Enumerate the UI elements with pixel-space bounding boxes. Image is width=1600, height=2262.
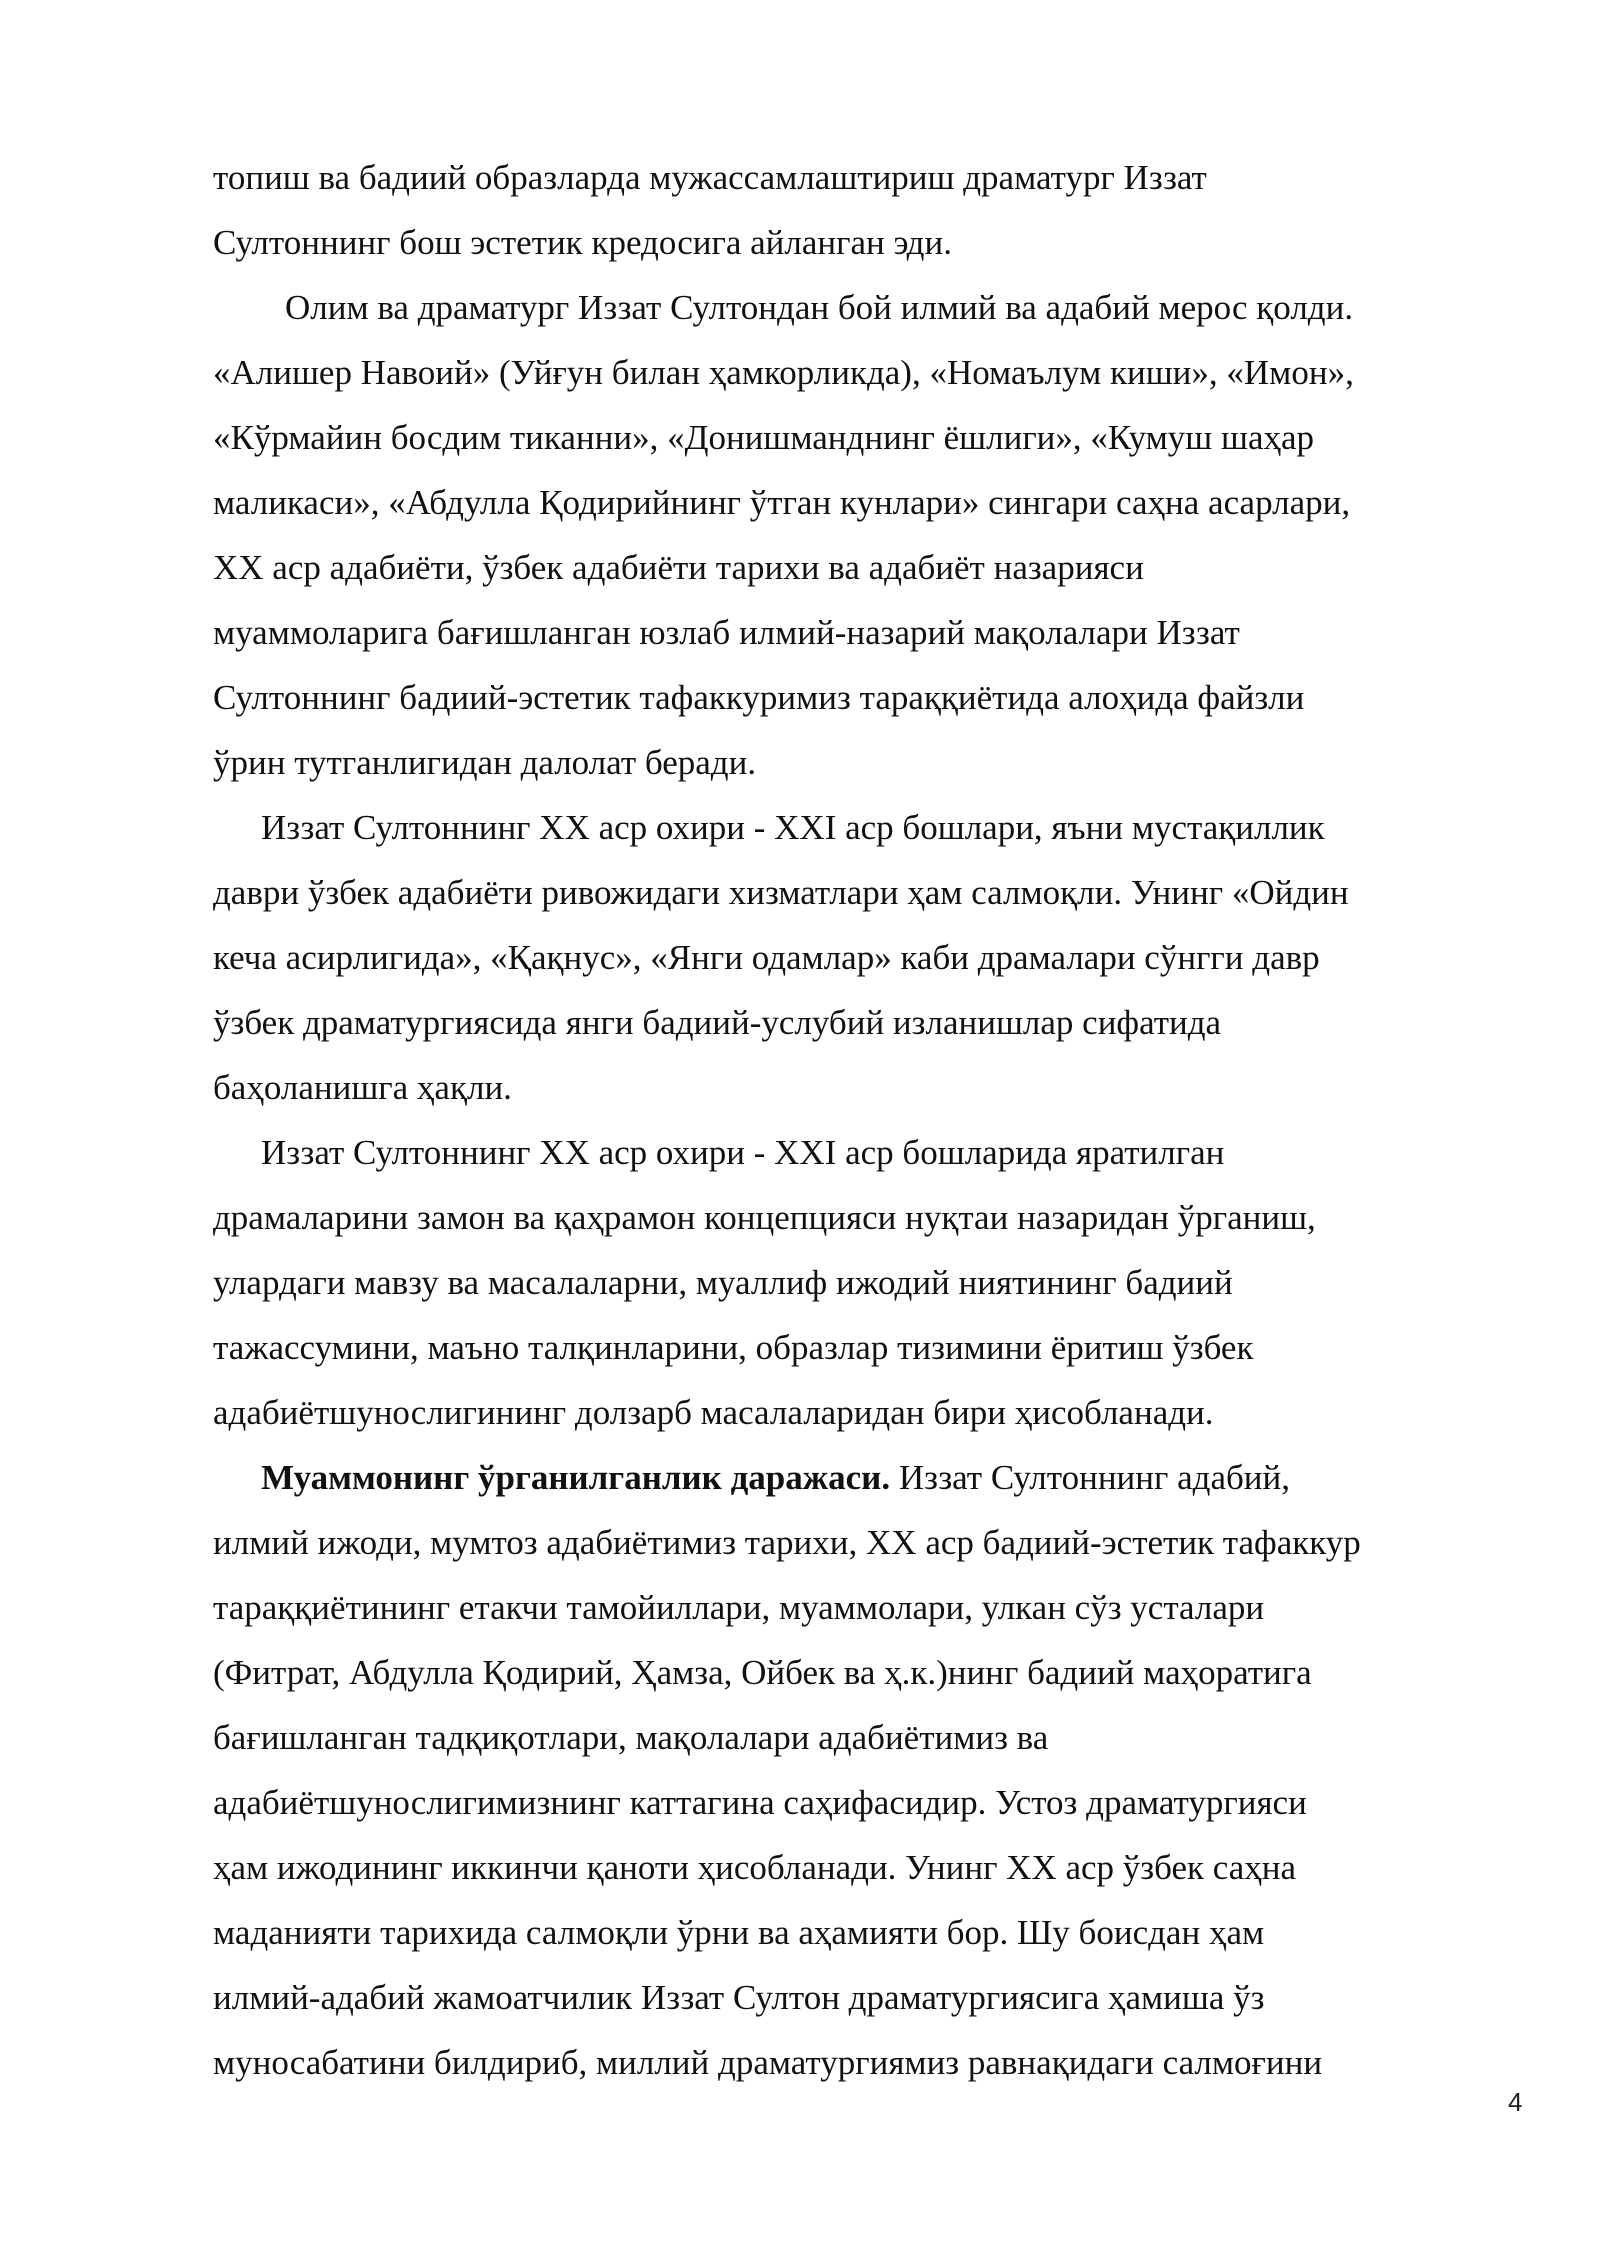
- text-line: улардаги мавзу ва масалаларни, муаллиф ижодий ниятининг бадиий: [213, 1263, 1233, 1302]
- text-line: Султоннинг бадиий-эстетик тафаккуримиз тараққиётида алоҳида файзли: [213, 678, 1305, 717]
- document-body: [213, 145, 1513, 2095]
- text-line: «Кўрмайин босдим тиканни», «Донишманднинг ёшлиги», «Кумуш шаҳар: [213, 418, 1315, 457]
- paragraph-5: [213, 1445, 1513, 2095]
- text-line: бағишланган тадқиқотлари, мақолалари адабиётимиз ва: [213, 1718, 1049, 1757]
- text-line: ўрин тутганлигидан далолат беради.: [213, 743, 757, 782]
- text-line: тараққиётининг етакчи тамойиллари, муаммолари, улкан сўз усталари: [213, 1588, 1265, 1627]
- text-line: Иззат Султоннинг XX аср охири - XXI аср бошлари, яъни мустақиллик: [261, 808, 1325, 847]
- text-line: муносабатини билдириб, миллий драматургиямиз равнақидаги салмоғини: [213, 2043, 1323, 2082]
- text-line: XX аср адабиёти, ўзбек адабиёти тарихи ва адабиёт назарияси: [213, 548, 1144, 587]
- text-line: тажассумини, маъно талқинларини, образлар тизимини ёритиш ўзбек: [213, 1328, 1254, 1367]
- text-line: «Алишер Навоий» (Уйғун билан ҳамкорликда), «Номаълум киши», «Имон»,: [213, 353, 1354, 392]
- paragraph-4: [213, 1120, 1513, 1445]
- text-line: [213, 1445, 1513, 1510]
- paragraph-2: [213, 275, 1513, 795]
- text-line: баҳоланишга ҳақли.: [213, 1068, 512, 1107]
- text-line: маданияти тарихида салмоқли ўрни ва аҳамияти бор. Шу боисдан ҳам: [213, 1913, 1265, 1952]
- text-line: Иззат Султоннинг XX аср охири - XXI аср бошларида яратилган: [261, 1133, 1225, 1172]
- text-line: Султоннинг бош эстетик кредосига айланган эди.: [213, 223, 952, 262]
- page-number: 4: [1508, 2087, 1523, 2117]
- text-line: кеча асирлигида», «Қақнус», «Янги одамлар» каби драмалари сўнгги давр: [213, 938, 1320, 977]
- text-line: адабиётшунослигимизнинг каттагина саҳифасидир. Устоз драматургияси: [213, 1783, 1307, 1822]
- text-line: ўзбек драматургиясида янги бадиий-услубий изланишлар сифатида: [213, 1003, 1222, 1042]
- text-line: топиш ва бадиий образларда мужассамлаштириш драматург Иззат: [213, 158, 1207, 197]
- text-line: (Фитрат, Абдулла Қодирий, Ҳамза, Ойбек ва ҳ.к.)нинг бадиий маҳоратига: [213, 1653, 1312, 1692]
- section-lead-heading: Муаммонинг ўрганилганлик даражаси.: [261, 1458, 891, 1497]
- text-line: драмаларини замон ва қаҳрамон концепцияси нуқтаи назаридан ўрганиш,: [213, 1198, 1316, 1237]
- paragraph-1: [213, 145, 1513, 275]
- text-run: Иззат Султоннинг адабий,: [890, 1458, 1291, 1497]
- paragraph-3: [213, 795, 1513, 1120]
- text-line: муаммоларига бағишланган юзлаб илмий-назарий мақолалари Иззат: [213, 613, 1240, 652]
- text-line: адабиётшунослигининг долзарб масалаларидан бири ҳисобланади.: [213, 1393, 1214, 1432]
- text-line: Олим ва драматург Иззат Султондан бой илмий ва адабий мерос қолди.: [285, 288, 1354, 327]
- text-line: ҳам ижодининг иккинчи қаноти ҳисобланади. Унинг XX аср ўзбек саҳна: [213, 1848, 1297, 1887]
- text-line: даври ўзбек адабиёти ривожидаги хизматлари ҳам салмоқли. Унинг «Ойдин: [213, 873, 1349, 912]
- text-line: маликаси», «Абдулла Қодирийнинг ўтган кунлари» сингари саҳна асарлари,: [213, 483, 1351, 522]
- text-line: илмий-адабий жамоатчилик Иззат Султон драматургиясига ҳамиша ўз: [213, 1978, 1265, 2017]
- text-line: илмий ижоди, мумтоз адабиётимиз тарихи, XX аср бадиий-эстетик тафаккур: [213, 1523, 1361, 1562]
